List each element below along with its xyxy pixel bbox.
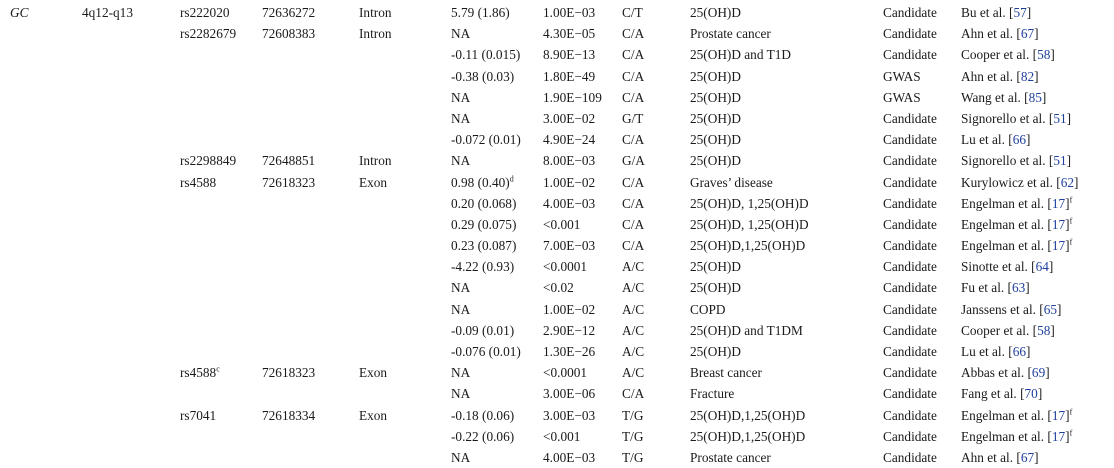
- reference-author: Cooper et al.: [961, 47, 1030, 63]
- reference-author: Abbas et al.: [961, 365, 1025, 381]
- reference-author: Engelman et al.: [961, 216, 1045, 232]
- region-cell: Intron: [359, 153, 392, 169]
- study-design-cell: Candidate: [883, 386, 937, 402]
- study-design-cell: Candidate: [883, 195, 937, 211]
- phenotype-cell: 25(OH)D: [690, 89, 741, 105]
- reference-cell: Kurylowicz et al. [62]: [961, 174, 1079, 190]
- study-design-cell: Candidate: [883, 322, 937, 338]
- effect-cell: [451, 322, 514, 339]
- alleles-cell: C/A: [622, 68, 645, 84]
- alleles-cell: C/T: [622, 5, 643, 20]
- snp-cell: [180, 152, 236, 169]
- position-cell: 72648851: [262, 153, 316, 169]
- reference-link[interactable]: 58: [1037, 47, 1051, 63]
- phenotype-cell: 25(OH)D: [690, 68, 741, 84]
- reference-link[interactable]: 17: [1051, 238, 1066, 254]
- p-value-cell: 3.00E−06: [543, 386, 596, 402]
- effect-value: NA: [451, 89, 471, 105]
- reference-link[interactable]: 64: [1035, 259, 1049, 275]
- study-design-cell: GWAS: [883, 89, 921, 105]
- study-design-cell: Candidate: [883, 26, 937, 42]
- study-design-cell: Candidate: [883, 153, 937, 169]
- p-value-cell: 4.90E−24: [543, 132, 596, 148]
- effect-value: 0.29 (0.075): [451, 216, 517, 232]
- alleles-cell: A/C: [622, 344, 645, 359]
- reference-cell: Engelman et al. $[17]^f$: [961, 216, 1073, 232]
- reference-link[interactable]: 17: [1051, 407, 1066, 423]
- reference-footnote-mark: f: [1069, 407, 1073, 417]
- reference-link[interactable]: 67: [1020, 26, 1035, 42]
- reference-cell: Engelman et al. $[17]^f$: [961, 428, 1073, 444]
- effect-cell: [451, 174, 514, 191]
- effect-value: 0.98 (0.40): [451, 174, 510, 190]
- snp-id: rs2298849: [180, 153, 237, 169]
- p-value-cell: <0.001: [543, 216, 581, 232]
- effect-value: 5.79 (1.86): [451, 5, 510, 20]
- snp-cell: [180, 174, 216, 191]
- reference-cell: Lu et al. [66]: [961, 344, 1031, 359]
- region-cell: Intron: [359, 26, 392, 42]
- reference-author: Bu et al.: [961, 5, 1006, 20]
- reference-author: Lu et al.: [961, 344, 1005, 359]
- table-row: [0, 256, 1114, 277]
- effect-cell: [451, 4, 510, 21]
- effect-cell: [451, 343, 521, 360]
- alleles-cell: A/C: [622, 301, 645, 317]
- reference-cell: Ahn et al. [67]: [961, 449, 1039, 465]
- reference-footnote-mark: f: [1069, 216, 1073, 226]
- reference-cell: Cooper et al. [58]: [961, 47, 1055, 63]
- alleles-cell: A/C: [622, 259, 645, 275]
- phenotype-cell: 25(OH)D: [690, 132, 741, 148]
- effect-cell: [451, 216, 516, 233]
- study-design-cell: Candidate: [883, 216, 937, 232]
- effect-value: NA: [451, 301, 471, 317]
- snp-cell: [180, 25, 236, 42]
- reference-author: Wang et al.: [961, 89, 1021, 105]
- alleles-cell: C/A: [622, 132, 645, 148]
- reference-link[interactable]: 66: [1012, 132, 1026, 148]
- p-value-cell: <0.0001: [543, 365, 588, 381]
- effect-cell: [451, 68, 514, 85]
- effect-cell: [451, 110, 470, 127]
- p-value-cell: 3.00E−03: [543, 407, 596, 423]
- reference-author: Engelman et al.: [961, 238, 1045, 254]
- snp-cell: [180, 407, 216, 424]
- effect-cell: [451, 364, 470, 381]
- p-value-cell: 4.00E−03: [543, 195, 596, 211]
- table-row: [0, 214, 1114, 235]
- effect-cell: [451, 25, 470, 42]
- reference-link[interactable]: 62: [1060, 174, 1074, 190]
- p-value-cell: <0.0001: [543, 259, 588, 275]
- effect-cell: [451, 152, 470, 169]
- reference-cell: Sinotte et al. [64]: [961, 259, 1054, 275]
- alleles-cell: C/A: [622, 174, 645, 190]
- alleles-cell: C/A: [622, 47, 645, 63]
- reference-author: Signorello et al.: [961, 153, 1046, 169]
- table-row: [0, 193, 1114, 214]
- reference-cell: Fang et al. [70]: [961, 386, 1043, 402]
- reference-cell: Engelman et al. $[17]^f$: [961, 407, 1073, 423]
- effect-value: -0.18 (0.06): [451, 407, 515, 423]
- alleles-cell: C/A: [622, 26, 645, 42]
- snp-id: rs222020: [180, 5, 230, 20]
- table-row: [0, 277, 1114, 298]
- phenotype-cell: 25(OH)D: [690, 5, 741, 20]
- snp-cell: [180, 4, 230, 21]
- reference-link[interactable]: 65: [1043, 301, 1058, 317]
- study-design-cell: Candidate: [883, 301, 937, 317]
- study-design-cell: Candidate: [883, 174, 937, 190]
- reference-link[interactable]: 67: [1020, 449, 1035, 465]
- alleles-cell: T/G: [622, 428, 644, 444]
- phenotype-cell: Graves’ disease: [690, 174, 773, 190]
- reference-footnote-mark: f: [1069, 195, 1073, 205]
- study-design-cell: Candidate: [883, 407, 937, 423]
- reference-author: Engelman et al.: [961, 407, 1045, 423]
- region-cell: Exon: [359, 174, 388, 190]
- table-row: [0, 341, 1114, 362]
- effect-cell: [451, 428, 514, 445]
- alleles-cell: C/A: [622, 89, 645, 105]
- reference-cell: Signorello et al. [51]: [961, 110, 1072, 126]
- table-row: [0, 87, 1114, 108]
- reference-author: Ahn et al.: [961, 449, 1014, 465]
- phenotype-cell: 25(OH)D: [690, 280, 741, 296]
- reference-link[interactable]: 70: [1024, 386, 1038, 402]
- p-value-cell: 8.90E−13: [543, 47, 596, 63]
- effect-value: 0.23 (0.087): [451, 238, 517, 254]
- p-value-cell: 7.00E−03: [543, 238, 596, 254]
- p-value-cell: 1.00E−03: [543, 5, 596, 20]
- reference-author: Ahn et al.: [961, 26, 1014, 42]
- region-cell: Intron: [359, 5, 392, 20]
- reference-cell: Engelman et al. $[17]^f$: [961, 237, 1073, 254]
- table-row: [0, 150, 1114, 171]
- p-value-cell: 1.30E−26: [543, 344, 596, 359]
- effect-cell: [451, 385, 470, 402]
- snp-id: rs4588: [180, 174, 217, 190]
- reference-cell: Wang et al. [85]: [961, 89, 1047, 105]
- effect-footnote-mark: d: [509, 174, 514, 184]
- reference-link[interactable]: 57: [1013, 5, 1027, 20]
- reference-author: Cooper et al.: [961, 322, 1030, 338]
- alleles-cell: C/A: [622, 386, 645, 402]
- phenotype-cell: 25(OH)D: [690, 153, 741, 169]
- alleles-cell: A/C: [622, 365, 645, 381]
- region-cell: Exon: [359, 365, 388, 381]
- reference-author: Sinotte et al.: [961, 259, 1028, 275]
- table-row: [0, 383, 1114, 404]
- reference-cell: Janssens et al. [65]: [961, 301, 1062, 317]
- table-row: [0, 299, 1114, 320]
- reference-link[interactable]: 66: [1012, 344, 1026, 359]
- alleles-cell: C/A: [622, 216, 645, 232]
- reference-footnote-mark: f: [1069, 237, 1073, 247]
- phenotype-cell: COPD: [690, 301, 726, 317]
- p-value-cell: 2.90E−12: [543, 322, 596, 338]
- effect-value: -0.076 (0.01): [451, 344, 521, 359]
- snp-id: rs4588: [180, 365, 217, 381]
- reference-author: Lu et al.: [961, 132, 1005, 148]
- study-design-cell: GWAS: [883, 68, 921, 84]
- table-row: [0, 235, 1114, 256]
- table-row: [0, 362, 1114, 383]
- p-value-cell: 1.80E−49: [543, 68, 596, 84]
- effect-value: -0.09 (0.01): [451, 322, 515, 338]
- effect-cell: [451, 449, 470, 466]
- effect-value: NA: [451, 365, 471, 381]
- reference-link[interactable]: 63: [1011, 280, 1026, 296]
- table-row: [0, 320, 1114, 341]
- study-design-cell: Candidate: [883, 344, 937, 359]
- reference-author: Fang et al.: [961, 386, 1017, 402]
- effect-value: NA: [451, 449, 471, 465]
- reference-link[interactable]: 17: [1051, 216, 1066, 232]
- phenotype-cell: Fracture: [690, 386, 735, 402]
- reference-cell: Ahn et al. [67]: [961, 26, 1039, 42]
- effect-value: NA: [451, 280, 471, 296]
- position-cell: 72618334: [262, 407, 316, 423]
- reference-link[interactable]: 51: [1053, 110, 1067, 126]
- snp-footnote-mark: c: [216, 364, 220, 374]
- phenotype-cell: 25(OH)D, 1,25(OH)D: [690, 216, 809, 232]
- phenotype-cell: 25(OH)D,1,25(OH)D: [690, 238, 806, 254]
- study-design-cell: Candidate: [883, 280, 937, 296]
- table-row: [0, 23, 1114, 44]
- alleles-cell: C/A: [622, 195, 645, 211]
- phenotype-cell: 25(OH)D, 1,25(OH)D: [690, 195, 809, 211]
- effect-cell: [451, 89, 470, 106]
- study-design-cell: Candidate: [883, 238, 937, 254]
- table-row: [0, 447, 1114, 468]
- phenotype-cell: 25(OH)D: [690, 110, 741, 126]
- p-value-cell: 3.00E−02: [543, 110, 596, 126]
- reference-cell: Engelman et al. $[17]^f$: [961, 195, 1073, 211]
- study-design-cell: Candidate: [883, 47, 937, 63]
- reference-cell: Signorello et al. [51]: [961, 153, 1072, 169]
- reference-author: Engelman et al.: [961, 195, 1045, 211]
- snp-id: rs7041: [180, 407, 217, 423]
- p-value-cell: 8.00E−03: [543, 153, 596, 169]
- position-cell: 72608383: [262, 26, 316, 42]
- study-design-cell: Candidate: [883, 5, 937, 20]
- alleles-cell: A/C: [622, 322, 645, 338]
- reference-link[interactable]: 17: [1051, 195, 1066, 211]
- alleles-cell: G/T: [622, 110, 644, 126]
- phenotype-cell: Prostate cancer: [690, 26, 771, 42]
- position-cell: 72618323: [262, 174, 316, 190]
- table-row: [0, 2, 1114, 23]
- effect-value: -0.22 (0.06): [451, 428, 515, 444]
- study-design-cell: Candidate: [883, 110, 937, 126]
- p-value-cell: 1.00E−02: [543, 301, 596, 317]
- phenotype-cell: 25(OH)D,1,25(OH)D: [690, 407, 806, 423]
- study-design-cell: Candidate: [883, 259, 937, 275]
- reference-link[interactable]: 17: [1051, 428, 1066, 444]
- position-cell: 72636272: [262, 5, 316, 20]
- effect-value: NA: [451, 26, 471, 42]
- table-row: [0, 66, 1114, 87]
- gene-cell: GC: [10, 5, 29, 20]
- p-value-cell: 4.00E−03: [543, 449, 596, 465]
- reference-cell: Bu et al. [57]: [961, 5, 1032, 20]
- phenotype-cell: 25(OH)D and T1D: [690, 47, 791, 63]
- snp-id: rs2282679: [180, 26, 237, 42]
- reference-author: Signorello et al.: [961, 110, 1046, 126]
- snp-cell: [180, 364, 220, 381]
- phenotype-cell: 25(OH)D and T1DM: [690, 322, 803, 338]
- alleles-cell: A/C: [622, 280, 645, 296]
- effect-cell: [451, 407, 514, 424]
- alleles-cell: T/G: [622, 407, 644, 423]
- table-row: [0, 44, 1114, 65]
- effect-value: -0.11 (0.015): [451, 47, 521, 63]
- study-design-cell: Candidate: [883, 449, 937, 465]
- reference-cell: Fu et al. [63]: [961, 280, 1030, 296]
- reference-cell: Abbas et al. [69]: [961, 365, 1050, 381]
- phenotype-cell: Breast cancer: [690, 365, 762, 381]
- reference-author: Ahn et al.: [961, 68, 1014, 84]
- effect-value: -0.38 (0.03): [451, 68, 515, 84]
- table-row: [0, 108, 1114, 129]
- region-cell: Exon: [359, 407, 388, 423]
- effect-cell: [451, 131, 521, 148]
- p-value-cell: <0.001: [543, 428, 581, 444]
- table-row: [0, 172, 1114, 193]
- effect-value: -4.22 (0.93): [451, 259, 515, 275]
- reference-cell: Lu et al. [66]: [961, 132, 1031, 148]
- reference-author: Fu et al.: [961, 280, 1005, 296]
- effect-cell: [451, 195, 516, 212]
- table-row: [0, 405, 1114, 426]
- reference-link[interactable]: 82: [1020, 68, 1035, 84]
- reference-footnote-mark: f: [1069, 428, 1073, 438]
- table-row: [0, 426, 1114, 447]
- study-design-cell: Candidate: [883, 365, 937, 381]
- effect-value: NA: [451, 153, 471, 169]
- effect-cell: [451, 279, 470, 296]
- effect-cell: [451, 46, 520, 63]
- phenotype-cell: Prostate cancer: [690, 449, 771, 465]
- reference-cell: Cooper et al. [58]: [961, 322, 1055, 338]
- alleles-cell: C/A: [622, 238, 645, 254]
- phenotype-cell: 25(OH)D: [690, 344, 741, 359]
- phenotype-cell: 25(OH)D,1,25(OH)D: [690, 428, 806, 444]
- phenotype-cell: 25(OH)D: [690, 259, 741, 275]
- reference-link[interactable]: 69: [1031, 365, 1046, 381]
- effect-cell: [451, 258, 514, 275]
- reference-cell: Ahn et al. [82]: [961, 68, 1039, 84]
- p-value-cell: 4.30E−05: [543, 26, 596, 42]
- table-row: [0, 129, 1114, 150]
- p-value-cell: <0.02: [543, 280, 574, 296]
- study-design-cell: Candidate: [883, 428, 937, 444]
- effect-value: NA: [451, 386, 471, 402]
- reference-link[interactable]: 85: [1028, 89, 1042, 105]
- locus-cell: 4q12-q13: [82, 5, 133, 20]
- p-value-cell: 1.00E−02: [543, 174, 596, 190]
- study-design-cell: Candidate: [883, 132, 937, 148]
- effect-cell: [451, 301, 470, 318]
- reference-author: Kurylowicz et al.: [961, 174, 1053, 190]
- reference-author: Janssens et al.: [961, 301, 1036, 317]
- effect-value: NA: [451, 110, 471, 126]
- alleles-cell: T/G: [622, 449, 644, 465]
- reference-author: Engelman et al.: [961, 428, 1045, 444]
- p-value-cell: 1.90E−109: [543, 89, 602, 105]
- effect-cell: [451, 237, 516, 254]
- reference-link[interactable]: 51: [1053, 153, 1067, 169]
- reference-link[interactable]: 58: [1037, 322, 1051, 338]
- effect-value: -0.072 (0.01): [451, 132, 521, 148]
- position-cell: 72618323: [262, 365, 316, 381]
- alleles-cell: G/A: [622, 153, 645, 169]
- effect-value: 0.20 (0.068): [451, 195, 517, 211]
